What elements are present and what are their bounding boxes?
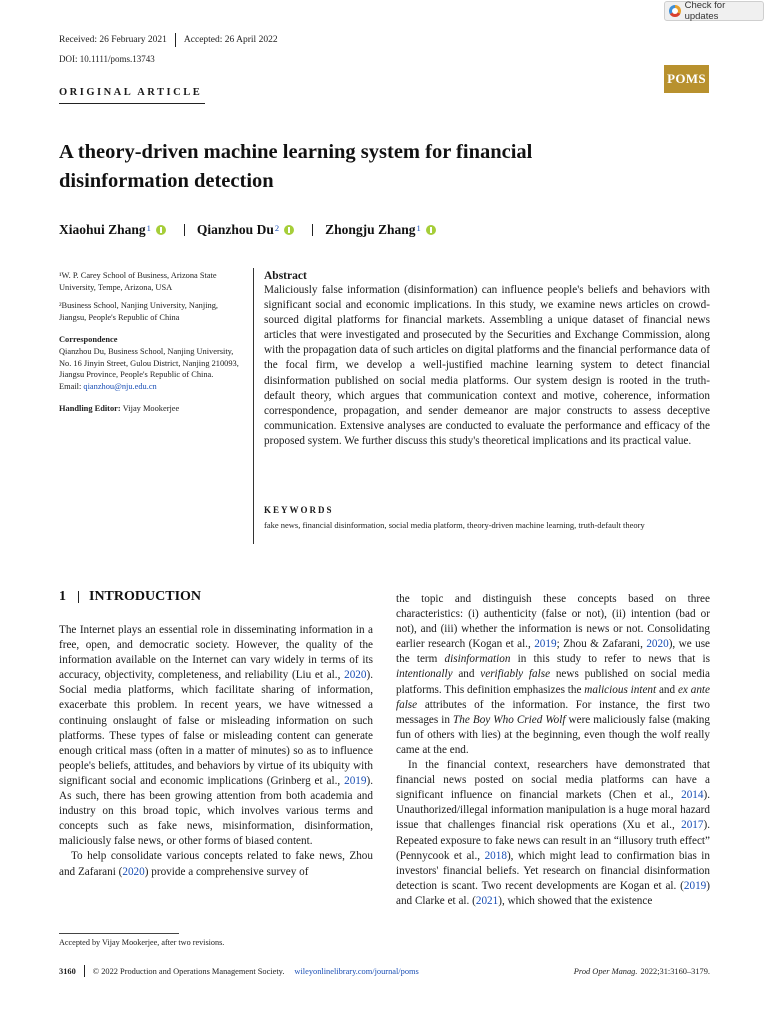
- journal-url-link[interactable]: wileyonlinelibrary.com/journal/poms: [294, 966, 419, 976]
- page-number: 3160: [59, 966, 76, 976]
- emphasis: The Boy Who Cried Wolf: [453, 713, 566, 726]
- divider: [184, 224, 185, 236]
- citation-link[interactable]: 2019: [344, 774, 367, 787]
- text-run: The Internet plays an essential role in disseminating information in a free, open, and democratic society. However, the quality of the information available on the Internet can vary widely in terms of its accuracy, objectivity, completeness, and reliability (Liu et al.,: [59, 624, 373, 682]
- text-run: ), we use the term: [396, 638, 711, 666]
- citation-link[interactable]: 2017: [681, 819, 704, 832]
- divider: [78, 591, 79, 603]
- text-run: and: [452, 668, 481, 681]
- page-footer: [59, 965, 710, 977]
- text-run: In the financial context, researchers have demonstrated that financial news posted on social media platforms can have a significant influence on financial markets (Chen et al.,: [396, 759, 710, 802]
- divider: [84, 965, 85, 977]
- correspondence-heading: Correspondence: [59, 335, 118, 345]
- text-run: the topic and distinguish these concepts based on three characteristics: (i) authenticity (false or not), (ii) intention (bad or not), and (iii) whether the information is news or not. Consolidating earlier research (Kogan et al.,: [396, 593, 710, 651]
- article-title: A theory-driven machine learning system for financial disinformation detection: [59, 141, 533, 192]
- citation-link[interactable]: 2020: [122, 865, 145, 878]
- abstract-text: Maliciously false information (disinformation) can influence people's beliefs and behaviors with significant social and economic implications. In this study, we examine news articles on crowd-sourced digital platforms for financial markets. Assembling a unique dataset of financial news articles that were investigated and prosecuted by the Securities and Exchange Commission, along with the propagation data of such articles on digital platforms and the financial performance data of the focal firm, we develop a well-justified machine learning system to detect financial disinformation published on social media platforms. Our system design is rooted in the truth-default theory, which argues that communication context and motive, coherence, information correspondence, propagation, and sender demeanor are major constructs to assess deceptive communication. Extensive analyses are conducted to evaluate the performance and efficacy of the proposed system. We further discuss this study's theoretical implications and its practical value.: [264, 284, 710, 447]
- article-type: ORIGINAL ARTICLE: [59, 87, 203, 98]
- citation-link[interactable]: 2019: [683, 879, 707, 892]
- divider: [59, 103, 205, 104]
- text-run: ). Repeated exposure to fake news can result in an “illusory truth effect” (Pennycook et al.,: [396, 819, 710, 862]
- text-run: To help consolidate various concepts related to fake news, Zhou and Zafarani (: [59, 850, 373, 878]
- handling-editor-name: Vijay Mookerjee: [122, 404, 180, 414]
- citation-link[interactable]: 2020: [646, 638, 669, 651]
- footnote-divider: [59, 933, 179, 934]
- doi: DOI: 10.1111/poms.13743: [59, 54, 155, 64]
- affiliation: ²Business School, Nanjing University, Nanjing, Jiangsu, People's Republic of China: [59, 301, 218, 322]
- orcid-icon[interactable]: [284, 225, 294, 235]
- text-run: attributes of the information. For instance, the first two messages in: [396, 698, 710, 726]
- copyright: © 2022 Production and Operations Management Society.: [92, 966, 285, 976]
- divider: [175, 33, 176, 47]
- email-link[interactable]: qianzhou@nju.edu.cn: [83, 381, 157, 391]
- keywords-text: fake news, financial disinformation, social media platform, theory-driven machine learning, truth-default theory: [264, 520, 645, 530]
- section-title: INTRODUCTION: [89, 589, 202, 604]
- journal-name: Prod Oper Manag.: [573, 966, 638, 976]
- check-for-updates-button[interactable]: [664, 1, 764, 21]
- handling-editor: [59, 403, 239, 415]
- paragraph: [59, 849, 373, 879]
- text-run: ). As such, there has been growing attention from both academia and industry on this broad topic, which involves various terms and concepts such as fake news, misinformation, disinformation, maliciously false news, or other forms of biased content.: [59, 774, 373, 848]
- divider: [312, 224, 313, 236]
- text-run: ), which might lead to confirmation bias in investors' financial beliefs. Yet research on financial disinformation detection is scant. Two recent developments are Kogan et al. (: [396, 849, 711, 892]
- text-run: ). Unauthorized/illegal information manipulation is a huge moral hazard issue that challenges financial risk operations (Xu et al.,: [396, 789, 710, 832]
- handling-editor-label: Handling Editor:: [59, 404, 123, 414]
- paragraph: [59, 623, 373, 849]
- text-run: ) provide a comprehensive survey of: [144, 865, 309, 878]
- body-column-left: [59, 623, 373, 880]
- emphasis: malicious intent: [584, 683, 657, 696]
- paragraph: [396, 592, 710, 758]
- dates-line: [59, 33, 278, 47]
- footnote: Accepted by Vijay Mookerjee, after two revisions.: [59, 938, 225, 947]
- email-label: Email:: [59, 381, 84, 391]
- author-name[interactable]: Xiaohui Zhang: [59, 222, 146, 237]
- journal-citation: [574, 967, 710, 976]
- abstract-heading: Abstract: [264, 270, 307, 282]
- article-info-column: [59, 270, 239, 422]
- emphasis: intentionally: [396, 668, 453, 681]
- text-run: and: [656, 683, 678, 696]
- text-run: ; Zhou & Zafarani,: [556, 638, 647, 651]
- author-name[interactable]: Zhongju Zhang: [325, 222, 416, 237]
- citation-link[interactable]: 2018: [484, 849, 507, 862]
- correspondence-address: Qianzhou Du, Business School, Nanjing University, No. 16 Jinyin Street, Gulou District, Nanjing 210093, Jiangsu Province, People's Republic of China.: [59, 346, 239, 380]
- received-date: Received: 26 February 2021: [59, 35, 167, 45]
- author-name[interactable]: Qianzhou Du: [196, 222, 274, 237]
- text-run: were maliciously false (making fun of others with lies) at the beginning, even though the wolf really came at the end.: [396, 713, 710, 756]
- emphasis: verifiably false: [480, 668, 551, 681]
- section-number: 1: [59, 589, 66, 604]
- paragraph: [396, 758, 710, 909]
- orcid-icon[interactable]: [156, 225, 166, 235]
- check-updates-label: Check for updates: [684, 0, 726, 22]
- column-divider: [253, 268, 254, 544]
- author-affiliation-mark[interactable]: 1: [146, 223, 151, 233]
- citation-link[interactable]: 2021: [475, 894, 499, 907]
- poms-logo: POMS: [664, 65, 709, 93]
- crossmark-icon: [669, 5, 681, 17]
- emphasis: disinformation: [444, 653, 511, 666]
- author-affiliation-mark[interactable]: 1: [416, 223, 421, 233]
- abstract: [264, 269, 710, 449]
- section-heading: [59, 589, 201, 605]
- author-list: [59, 222, 436, 238]
- text-run: ) and Clarke et al. (: [396, 879, 710, 907]
- keywords-heading: KEYWORDS: [264, 505, 334, 515]
- citation-link[interactable]: 2019: [534, 638, 557, 651]
- correspondence-block: [59, 334, 239, 392]
- journal-volume: 2022;31:3160–3179.: [640, 966, 710, 976]
- text-run: news published on social media platforms. This definition emphasizes the: [396, 668, 710, 696]
- text-run: in this study to refer to news that is: [510, 653, 710, 666]
- orcid-icon[interactable]: [426, 225, 436, 235]
- affiliation: ¹W. P. Carey School of Business, Arizona State University, Tempe, Arizona, USA: [59, 271, 217, 292]
- emphasis: ex ante false: [396, 683, 710, 711]
- citation-link[interactable]: 2014: [681, 789, 704, 802]
- body-column-right: [396, 592, 710, 909]
- text-run: ), which showed that the existence: [498, 894, 653, 907]
- accepted-date: Accepted: 26 April 2022: [183, 35, 278, 45]
- author-affiliation-mark[interactable]: 2: [274, 223, 280, 233]
- text-run: ). Social media platforms, which facilitate sharing of information, exacerbate this problem. In recent years, we have witnessed a continuing onslaught of false or misleading information on such platforms. These types of false or misleading content can generate enough critical mass (often in a matter of minutes) so as to influence people's beliefs, attitudes, and behaviors by virtue of its ubiquity with significant social and economic implications (Grinberg et al.,: [59, 669, 373, 787]
- citation-link[interactable]: 2020: [344, 669, 367, 682]
